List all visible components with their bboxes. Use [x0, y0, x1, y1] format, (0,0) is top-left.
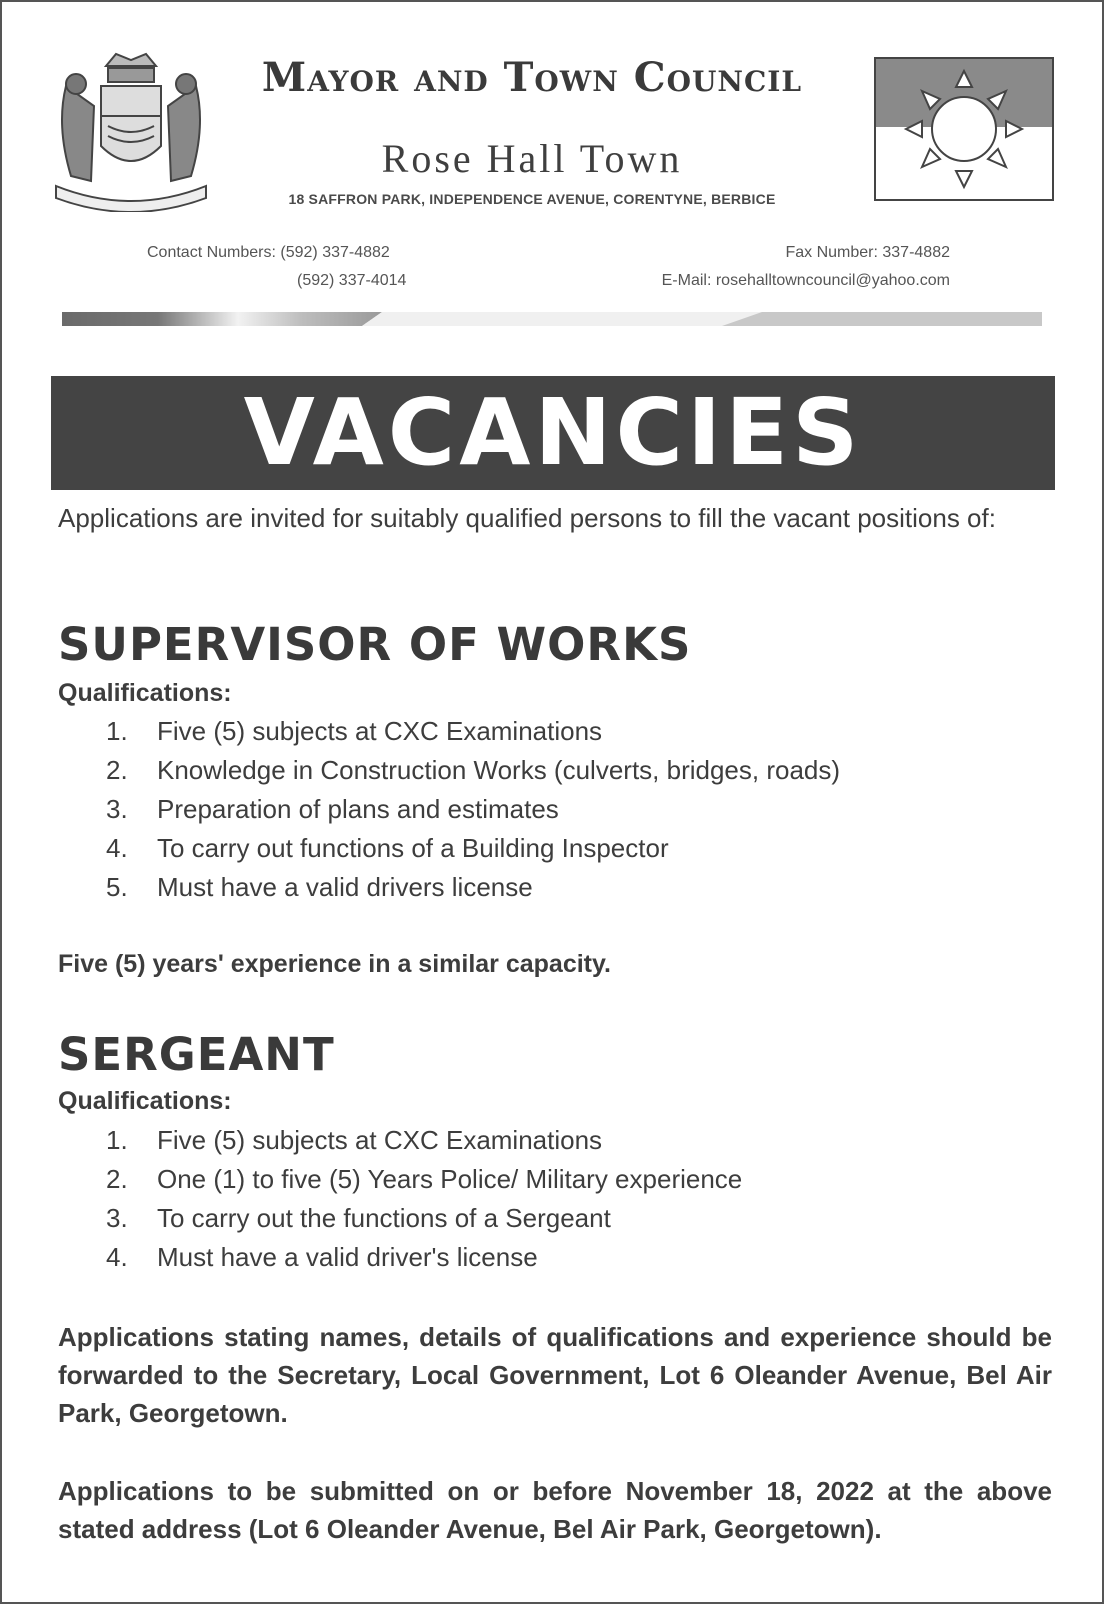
- vacancies-banner: [51, 376, 1055, 490]
- job-title-supervisor-of-works: SUPERVISOR OF WORKS: [58, 618, 692, 671]
- list-item: 4. To carry out functions of a Building Inspector: [106, 833, 669, 863]
- coat-of-arms-icon: [46, 46, 216, 212]
- council-title: Mayor and Town Council: [261, 54, 803, 101]
- list-item: 3. Preparation of plans and estimates: [106, 794, 559, 824]
- list-item: 1. Five (5) subjects at CXC Examinations: [106, 716, 603, 746]
- forwarding-instructions: Applications stating names, details of qualifications and experience should be forwarded to the Secretary, Local Government, Lot 6 Oleander Avenue, Bel Air Park, Georgetown.: [58, 1322, 1052, 1428]
- list-item: 2. Knowledge in Construction Works (culverts, bridges, roads): [106, 755, 841, 785]
- job-title-sergeant: SERGEANT: [58, 1028, 335, 1081]
- fax-email: [662, 239, 950, 295]
- sergeant-qualifications-list: [106, 1121, 742, 1277]
- list-item: 4. Must have a valid driver's license: [106, 1242, 538, 1272]
- supervisor-qualifications-list: [106, 712, 840, 907]
- list-item: 3. To carry out the functions of a Sergeant: [106, 1203, 611, 1233]
- vacancies-heading: VACANCIES: [243, 379, 863, 486]
- fax-number: Fax Number: 337-4882: [785, 244, 950, 261]
- contact-numbers: [147, 239, 406, 295]
- list-item: 1. Five (5) subjects at CXC Examinations: [106, 1125, 603, 1155]
- email-address: E-Mail: rosehalltowncouncil@yahoo.com: [661, 272, 950, 289]
- contact-number-1: (592) 337-4882: [280, 244, 390, 261]
- list-item: 2. One (1) to five (5) Years Police/ Military experience: [106, 1164, 743, 1194]
- town-name: Rose Hall Town: [381, 136, 683, 181]
- qualifications-label: Qualifications:: [58, 1087, 232, 1115]
- town-flag-sun-icon: [874, 57, 1054, 201]
- qualifications-label: Qualifications:: [58, 679, 232, 707]
- council-address: 18 SAFFRON PARK, INDEPENDENCE AVENUE, CORENTYNE, BERBICE: [288, 191, 776, 207]
- intro-text: Applications are invited for suitably qualified persons to fill the vacant positions of:: [58, 503, 996, 533]
- submission-deadline: Applications to be submitted on or before November 18, 2022 at the above stated address (Lot 6 Oleander Avenue, Bel Air Park, Georgetown).: [58, 1476, 1052, 1544]
- list-item: 5. Must have a valid drivers license: [106, 872, 533, 902]
- experience-note: Five (5) years' experience in a similar capacity.: [58, 950, 612, 978]
- contact-label: Contact Numbers:: [147, 244, 276, 261]
- header-divider: [62, 312, 1042, 326]
- contact-number-2: (592) 337-4014: [297, 272, 407, 289]
